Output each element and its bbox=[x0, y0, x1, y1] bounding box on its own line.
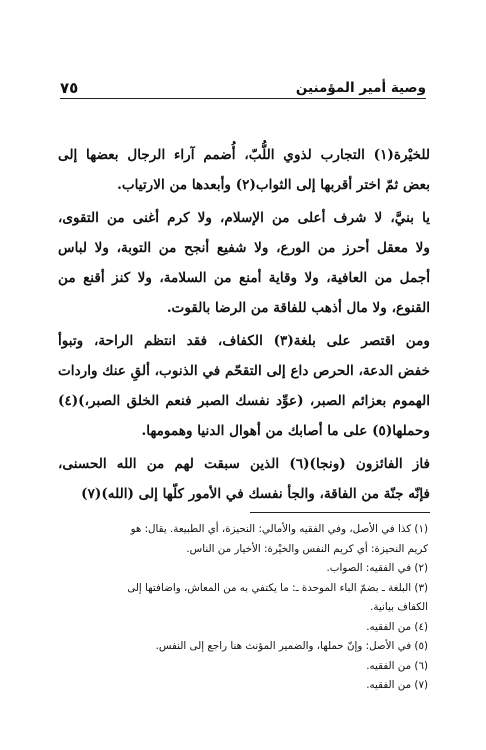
running-header bbox=[60, 76, 426, 99]
footnote-separator bbox=[250, 512, 430, 513]
footnote-line: (٧) من الفقيه. bbox=[366, 679, 428, 691]
text-line: فإنّه جنّة من الفاقة، والجأ نفسك في الأمور كلّها إلى (الله)(٧) bbox=[81, 486, 430, 502]
text-line: أجمل من العافية، ولا وقاية أمنع من السلامة، ولا كنز أقنع من bbox=[58, 270, 430, 286]
footnote-line: (٥) في الأصل: وإنّ حملها، والضمير المؤنث هنا راجع إلى النفس. bbox=[155, 640, 428, 652]
text-line: الهموم بعزائم الصبر، (عوِّد نفسك الصبر فنعم الخلق الصبر،)(٤) bbox=[58, 393, 430, 409]
footnote-line: كريم النحيزة: أي كريم النفس والخيْرة: الأخيار من الناس. bbox=[186, 542, 428, 555]
text-line: ومن اقتصر على بلغة(٣) الكفاف، فقد انتظم الراحة، وتبوأ bbox=[58, 333, 430, 349]
footnote-line: (٤) من الفقيه. bbox=[366, 620, 428, 633]
header-title: وصية أمير المؤمنين bbox=[295, 80, 426, 96]
text-line: وحملها(٥) على ما أصابك من أهوال الدنيا وهمومها. bbox=[141, 423, 430, 439]
paragraph-1 bbox=[58, 140, 430, 200]
text-line: بعض ثمّ اختر أقربها إلى الثواب(٢) وأبعدها من الارتياب. bbox=[117, 177, 430, 193]
text-line: يا بنيَّ، لا شرف أعلى من الإسلام، ولا كرم أغنى من التقوى، bbox=[58, 210, 430, 226]
text-line: القنوع، ولا مال أذهب للفاقة من الرضا بالقوت. bbox=[166, 300, 430, 316]
paragraph-4 bbox=[58, 449, 430, 509]
paragraph-3 bbox=[58, 326, 430, 446]
text-line: فاز الفائزون (ونجا)(٦) الذين سبقت لهم من الله الحسنى، bbox=[58, 456, 430, 472]
footnote-line: (٦) من الفقيه. bbox=[366, 659, 428, 672]
footnote-line: الكفاف بيانية. bbox=[370, 601, 428, 613]
main-text bbox=[58, 140, 430, 509]
text-line: للخيْرة(١) التجارب لذوي اللُّبّ، أُضمم آراء الرجال بعضها إلى bbox=[58, 147, 430, 163]
text-line: خفض الدعة، الحرص داع إلى التقحّم في الذنوب، ألقِ عنك واردات bbox=[58, 363, 430, 379]
page-number: ٧٥ bbox=[60, 79, 79, 97]
footnote-line: (٣) البلغة ـ بضمّ الباء الموحدة ـ: ما يكتفي به من المعاش، واضافتها إلى bbox=[127, 581, 428, 594]
paragraph-2 bbox=[58, 203, 430, 323]
footnote-line: (٢) في الفقيه: الصواب. bbox=[326, 562, 428, 574]
footnote-line: (١) كذا في الأصل، وفي الفقيه والأمالي: النحيزة، أي الطبيعة. يقال: هو bbox=[130, 523, 428, 535]
footnotes bbox=[56, 520, 428, 696]
text-line: ولا معقل أحرز من الورع، ولا شفيع أنجح من التوبة، ولا لباس bbox=[58, 240, 430, 256]
